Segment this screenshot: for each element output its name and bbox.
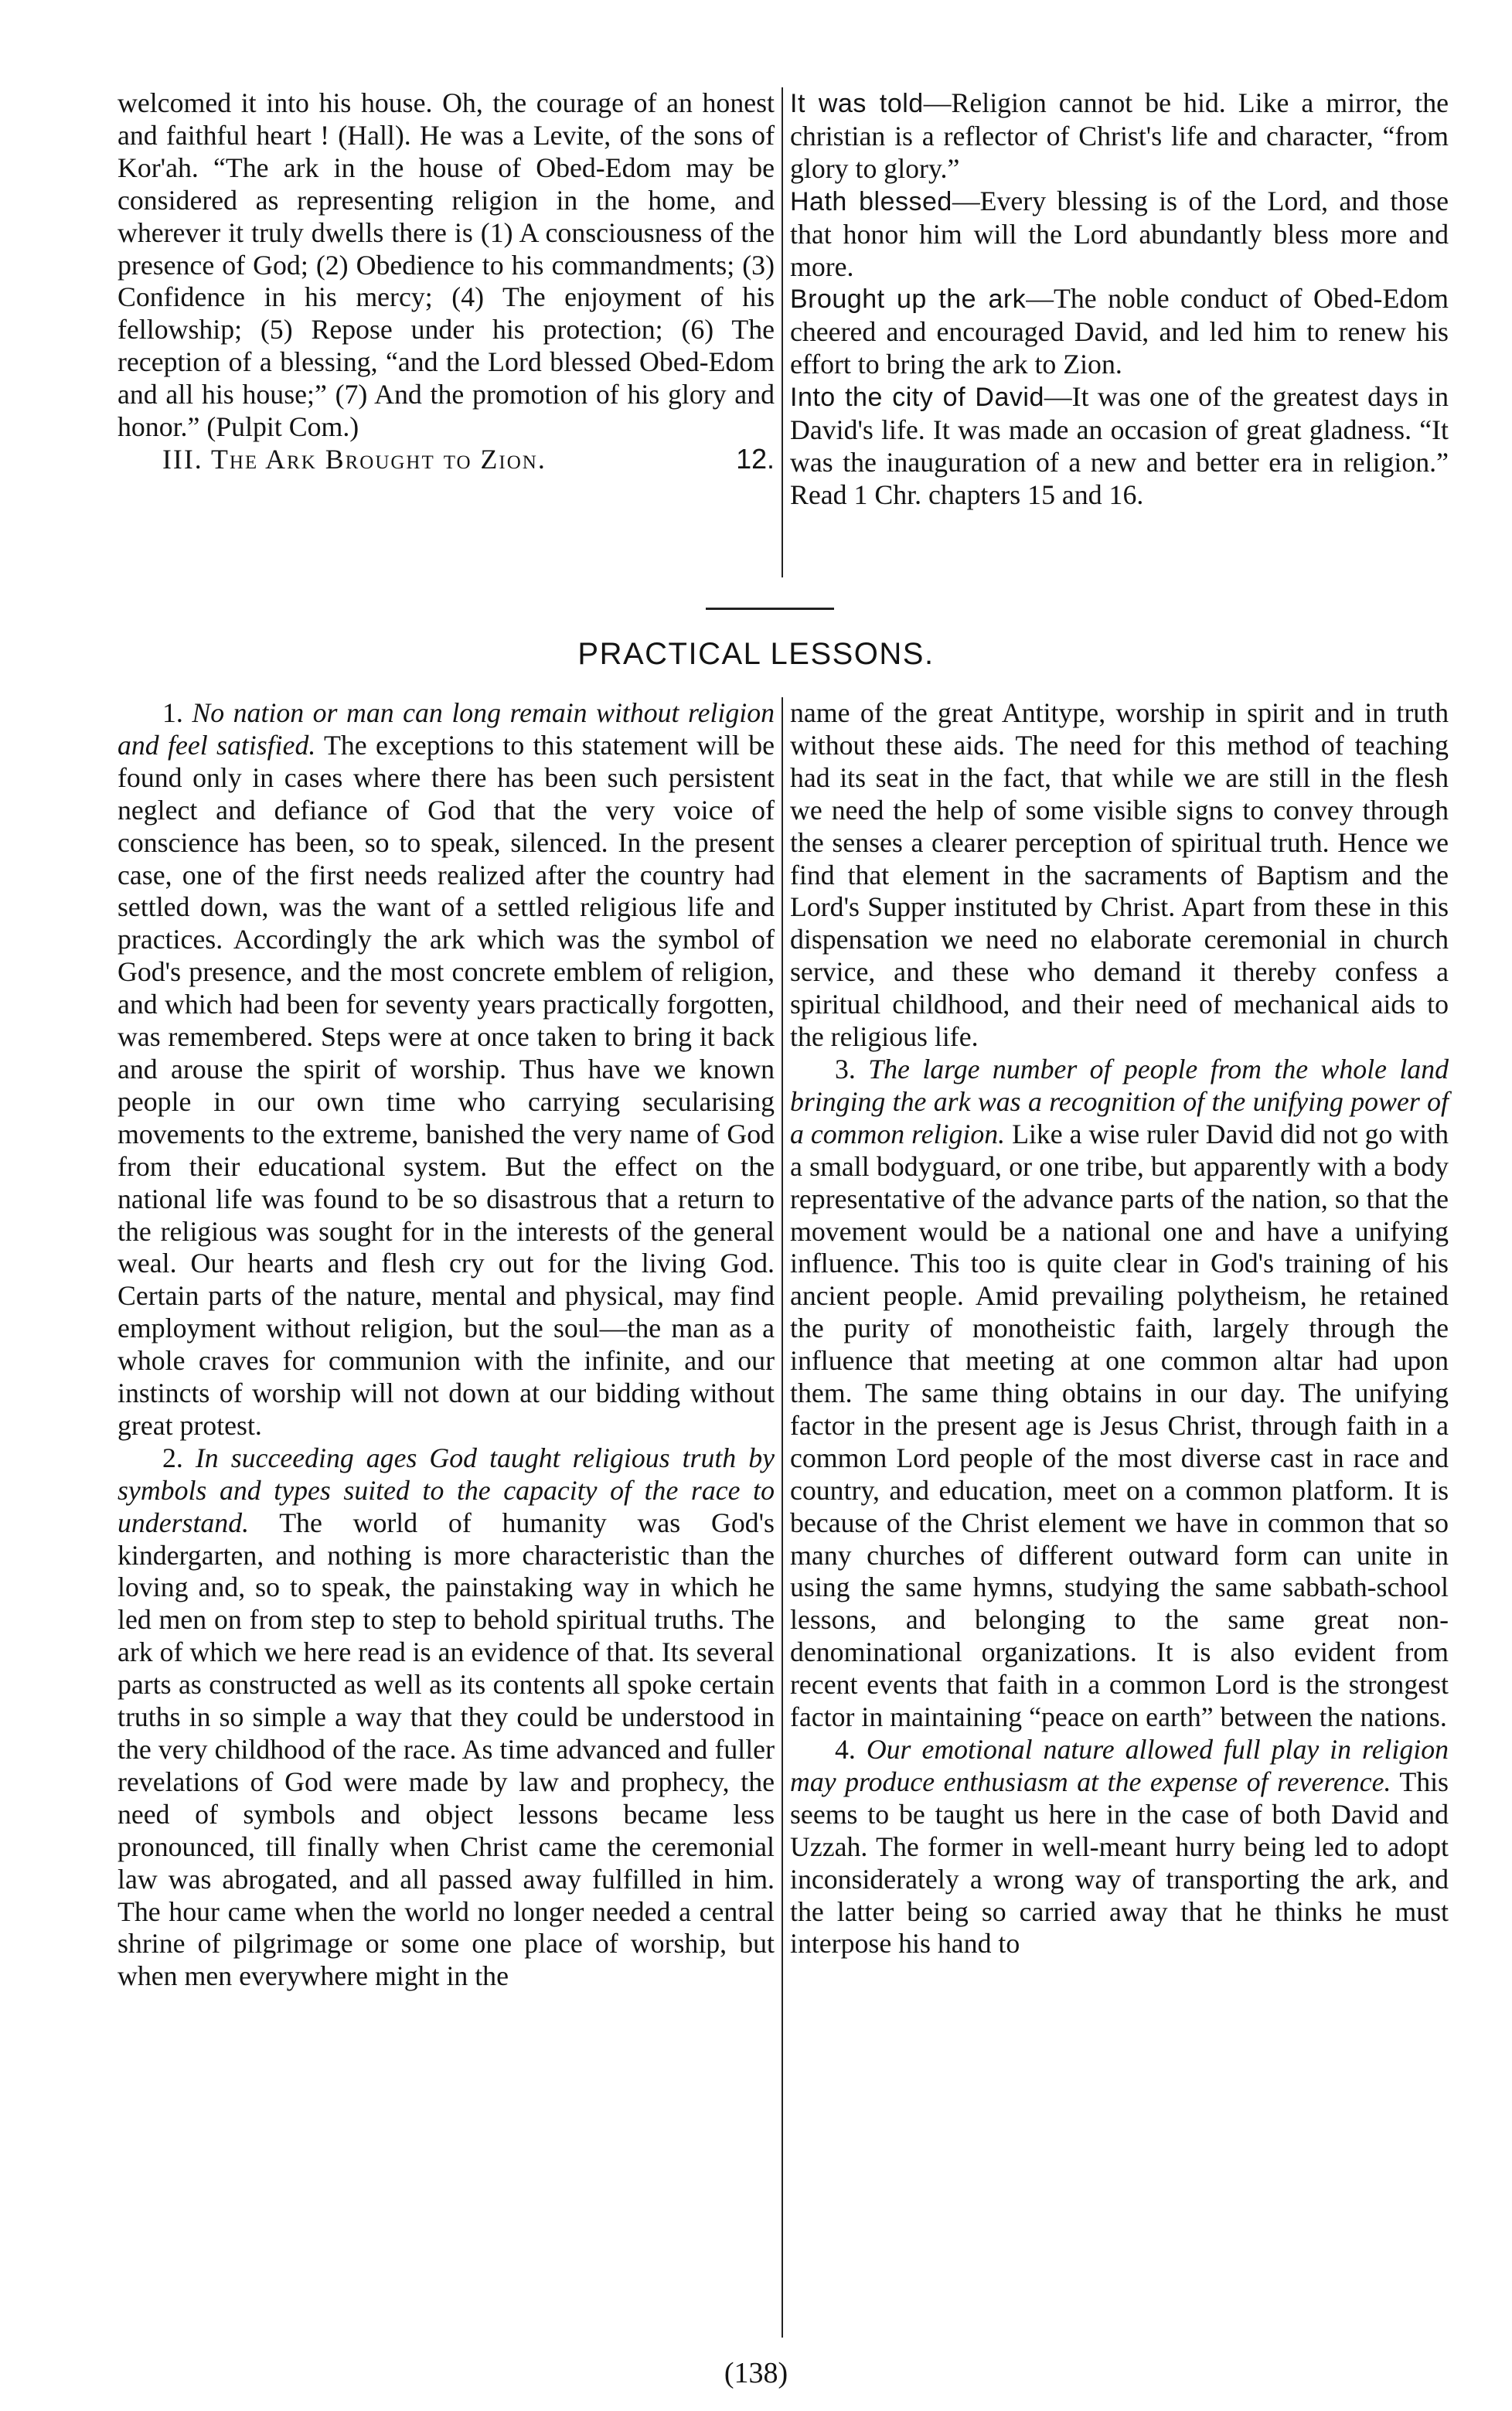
section-rule [706,608,834,610]
note-blessed-head: Hath blessed [790,186,952,216]
lesson-4-text: This seems to be taught us here in the case of both David and Uzzah. The former in well-meant hurry being led to adopt inconsiderately a wrong way of transporting the ark, and the latter being so carried away that he thinks he must interpose his hand to [790,1766,1449,1960]
top-left-column [117,87,775,476]
section-number: 12. [736,443,775,475]
section-label: III. The Ark Brought to Zion. [162,443,547,475]
lesson-4-number: 4. [835,1734,856,1765]
note-brought-text: —The noble conduct of Obed-Edom cheered and encouraged David, and led him to renew his effort to bring the ark to Zion. [790,283,1449,380]
lesson-1 [117,697,775,1442]
lesson-1-text: The exceptions to this statement will be found only in cases where there has been such persistent neglect and defiance of God that the very voice of conscience has been, so to speak, silenced. In the present case, one of the first needs realized after the country had settled down, was the want of a settled religious life and practices. Accordingly the ark which was the symbol of God's presence, and the most concrete emblem of religion, and which had been for seventy years practically forgotten, was remembered. Steps were at once taken to bring it back and arouse the spirit of worship. Thus have we known people in our own time who carrying secularising movements to the extreme, banished the very name of God from their educational system. But the effect on the national life was found to be so disastrous that a return to the religious was sought for in the interests of the general weal. Our hearts and flesh cry out for the living God. Certain parts of the nature, mental and physical, may find employment without religion, but the soul—the man as a whole craves for communion with the infinite, and our instincts of worship will not down at our bidding without great protest. [117,729,775,1441]
lesson-1-heading: No nation or man can long remain without religion and feel satisfied. [117,697,775,761]
top-left-paragraph: welcomed it into his house. Oh, the courage of an honest and faithful heart ! (Hall). He was a Levite, of the sons of Kor'ah. “The ark in the house of Obed-Edom may be considered as representing religion in the home, and wherever it truly dwells there is (1) A consciousness of the presence of God; (2) Obedience to his commandments; (3) Confidence in his mercy; (4) The enjoyment of his fellowship; (5) Repose under his protection; (6) The reception of a blessing, “and the Lord blessed Obed-Edom and all his house;” (7) And the promotion of his glory and honor.” (Pulpit Com.) [117,87,775,443]
top-column-divider [782,87,783,577]
note-brought-head: Brought up the ark [790,284,1027,315]
lesson-4-heading: Our emotional nature allowed full play in religion may produce enthusiasm at the expense of reverence. [790,1734,1449,1797]
lesson-1-number: 1. [162,697,183,728]
lessons-right-column [790,697,1449,1960]
lesson-3-number: 3. [835,1053,856,1085]
lesson-2-continued: name of the great Antitype, worship in spirit and in truth without these aids. The need for this method of teaching had its seat in the fact, that while we are still in the flesh we need the help of some visible signs to convey through the senses a clearer perception of spiritual truth. Hence we find that element in the sacraments of Baptism and the Lord's Supper instituted by Christ. Apart from these in this dispensation we need no elaborate ceremonial in church service, and these who demand it thereby confess a spiritual childhood, and their need of mechanical aids to the religious life. [790,697,1449,1053]
lesson-3-heading: The large number of people from the whole land bringing the ark was a recognition of the unifying power of a common religion. [790,1053,1449,1149]
lesson-2 [117,1442,775,1993]
lesson-2-heading: In succeeding ages God taught religious truth by symbols and types suited to the capacity of the race to understand. [117,1442,775,1538]
lessons-column-divider [782,697,783,2338]
page-title: PRACTICAL LESSONS. [577,637,935,671]
page-number: (138) [724,2357,788,2389]
note-told-text: —Religion cannot be hid. Like a mirror, the christian is a reflector of Christ's life and character, “from glory to glory.” [790,87,1449,184]
lesson-2-text: The world of humanity was God's kindergarten, and nothing is more characteristic than the loving and, so to speak, the painstaking way in which he led men on from step to step to behold spiritual truths. The ark of which we here read is an evidence of that. Its several parts as constructed as well as its contents all spoke certain truths in so simple a way that they could be understood in the very childhood of the race. As time advanced and fuller revelations of God were made by law and prophecy, the need of symbols and object lessons became less pronounced, till finally when Christ came the ceremonial law was abrogated, and all passed away fulfilled in him. The hour came when the world no longer needed a central shrine of pilgrimage or some one place of worship, but when men everywhere might in the [117,1507,775,1992]
note-told [790,87,1449,186]
lessons-left-column [117,697,775,1993]
note-brought [790,283,1449,381]
note-city [790,381,1449,512]
lesson-2-number: 2. [162,1442,183,1473]
lesson-4 [790,1734,1449,1960]
note-city-text: —It was one of the greatest days in David's life. It was made an occasion of great gladness. “It was the inauguration of a new and better era in religion.” Read 1 Chr. chapters 15 and 16. [790,381,1449,510]
note-blessed-text: —Every blessing is of the Lord, and those that honor him will the Lord abundantly bless more and more. [790,185,1449,282]
lesson-3-text: Like a wise ruler David did not go with a small bodyguard, or one tribe, but apparently with a body representative of the advance parts of the nation, so that the movement would be a national one and have a unifying influence. This too is quite clear in God's training of his ancient people. Amid prevailing polytheism, he retained the purity of monotheistic faith, largely through the influence that meeting at one common altar had upon them. The same thing obtains in our day. The unifying factor in the present age is Jesus Christ, through faith in a common Lord people of the most diverse cast in race and country, and education, meet on a common platform. It is because of the Christ element we have in common that so many churches of different outward form can unite in using the same hymns, studying the same sabbath-school lessons, and belonging to the same great non-denominational organizations. It is also evident from recent events that faith in a common Lord is the strongest factor in maintaining “peace on earth” between the nations. [790,1118,1449,1733]
section-heading [117,444,775,476]
lesson-3 [790,1054,1449,1734]
note-city-head: Into the city of David [790,383,1044,413]
note-blessed [790,186,1449,284]
note-told-head: It was told [790,89,924,118]
top-right-column [790,87,1449,512]
